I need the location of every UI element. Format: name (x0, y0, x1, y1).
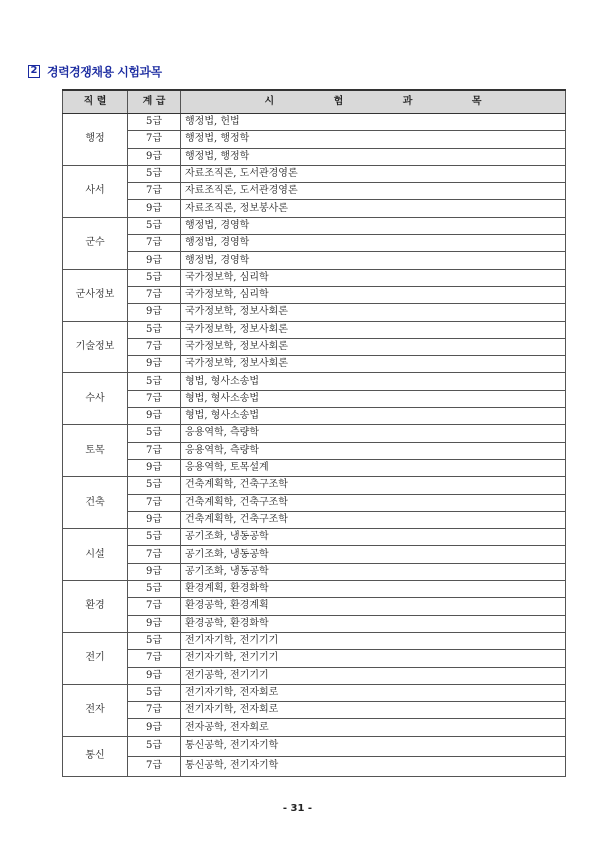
table-row (63, 477, 566, 494)
job-category-cell: 전기 (63, 632, 128, 684)
grade-cell: 7급 (128, 494, 181, 511)
grade-cell: 7급 (128, 183, 181, 200)
job-category-cell: 군사정보 (63, 269, 128, 321)
table-row (63, 563, 566, 580)
table-row (63, 494, 566, 511)
table-row (63, 148, 566, 165)
job-category-cell: 기술정보 (63, 321, 128, 373)
table-row (63, 632, 566, 649)
table-row (63, 546, 566, 563)
job-category-cell: 사서 (63, 165, 128, 217)
grade-cell: 9급 (128, 200, 181, 217)
grade-cell: 7급 (128, 598, 181, 615)
table-row (63, 131, 566, 148)
table-row (63, 408, 566, 425)
table-row (63, 373, 566, 390)
subjects-cell: 국가정보학, 심리학 (181, 286, 566, 303)
subjects-cell: 통신공학, 전기자기학 (181, 756, 566, 776)
grade-cell: 5급 (128, 684, 181, 701)
header-subjects-label: 시 험 과 목 (264, 96, 510, 107)
table-row (63, 702, 566, 719)
subjects-cell: 건축계획학, 건축구조학 (181, 477, 566, 494)
grade-cell: 9급 (128, 615, 181, 632)
grade-cell: 7급 (128, 546, 181, 563)
table-row (63, 719, 566, 736)
grade-cell: 7급 (128, 756, 181, 776)
header-job: 직 렬 (63, 90, 128, 114)
subjects-cell: 자료조직론, 정보봉사론 (181, 200, 566, 217)
subjects-cell: 국가정보학, 정보사회론 (181, 356, 566, 373)
subjects-cell: 통신공학, 전기자기학 (181, 736, 566, 756)
subjects-cell: 국가정보학, 심리학 (181, 269, 566, 286)
table-row (63, 217, 566, 234)
grade-cell: 5급 (128, 373, 181, 390)
grade-cell: 5급 (128, 114, 181, 131)
grade-cell: 5급 (128, 269, 181, 286)
grade-cell: 5급 (128, 632, 181, 649)
table-row (63, 615, 566, 632)
table-row (63, 442, 566, 459)
table-row (63, 304, 566, 321)
table-row (63, 390, 566, 407)
table-body (63, 114, 566, 777)
job-category-cell: 건축 (63, 477, 128, 529)
subjects-cell: 응용역학, 측량학 (181, 442, 566, 459)
grade-cell: 7급 (128, 650, 181, 667)
table-row (63, 736, 566, 756)
table-row (63, 581, 566, 598)
grade-cell: 9급 (128, 356, 181, 373)
subjects-cell: 국가정보학, 정보사회론 (181, 321, 566, 338)
table-row (63, 356, 566, 373)
subjects-cell: 형법, 형사소송법 (181, 408, 566, 425)
grade-cell: 7급 (128, 338, 181, 355)
subjects-cell: 국가정보학, 정보사회론 (181, 304, 566, 321)
job-category-cell: 시설 (63, 529, 128, 581)
subjects-cell: 공기조화, 냉동공학 (181, 563, 566, 580)
exam-subjects-table (62, 89, 566, 777)
subjects-cell: 전기자기학, 전기기기 (181, 632, 566, 649)
table-row (63, 165, 566, 182)
subjects-cell: 전기공학, 전기기기 (181, 667, 566, 684)
subjects-cell: 형법, 형사소송법 (181, 390, 566, 407)
job-category-cell: 통신 (63, 736, 128, 776)
subjects-cell: 전기자기학, 전자회로 (181, 702, 566, 719)
table-row (63, 269, 566, 286)
table-row (63, 684, 566, 701)
grade-cell: 9급 (128, 252, 181, 269)
subjects-cell: 전자공학, 전자회로 (181, 719, 566, 736)
subjects-cell: 건축계획학, 건축구조학 (181, 511, 566, 528)
subjects-cell: 환경공학, 환경계획 (181, 598, 566, 615)
grade-cell: 9급 (128, 304, 181, 321)
job-category-cell: 토목 (63, 425, 128, 477)
table-row (63, 338, 566, 355)
grade-cell: 9급 (128, 459, 181, 476)
grade-cell: 9급 (128, 148, 181, 165)
subjects-cell: 건축계획학, 건축구조학 (181, 494, 566, 511)
subjects-cell: 행정법, 행정학 (181, 148, 566, 165)
subjects-cell: 환경공학, 환경화학 (181, 615, 566, 632)
header-subjects (181, 90, 566, 114)
grade-cell: 9급 (128, 511, 181, 528)
table-row (63, 459, 566, 476)
grade-cell: 5급 (128, 425, 181, 442)
grade-cell: 7급 (128, 286, 181, 303)
page-number: - 31 - (282, 803, 313, 814)
table-row (63, 183, 566, 200)
grade-cell: 5급 (128, 581, 181, 598)
table-row (63, 114, 566, 131)
grade-cell: 7급 (128, 442, 181, 459)
table-header-row (63, 90, 566, 114)
header-grade: 계 급 (128, 90, 181, 114)
grade-cell: 9급 (128, 408, 181, 425)
table-row (63, 200, 566, 217)
table-row (63, 425, 566, 442)
subjects-cell: 전기자기학, 전기기기 (181, 650, 566, 667)
subjects-cell: 행정법, 경영학 (181, 217, 566, 234)
grade-cell: 5급 (128, 736, 181, 756)
section-title: 경력경쟁채용 시험과목 (47, 64, 162, 79)
subjects-cell: 행정법, 경영학 (181, 252, 566, 269)
subjects-cell: 행정법, 행정학 (181, 131, 566, 148)
subjects-cell: 공기조화, 냉동공학 (181, 546, 566, 563)
table-row (63, 235, 566, 252)
subjects-cell: 공기조화, 냉동공학 (181, 529, 566, 546)
grade-cell: 5급 (128, 165, 181, 182)
job-category-cell: 행정 (63, 114, 128, 166)
job-category-cell: 군수 (63, 217, 128, 269)
grade-cell: 9급 (128, 719, 181, 736)
table-row (63, 321, 566, 338)
table-row (63, 252, 566, 269)
subjects-cell: 전기자기학, 전자회로 (181, 684, 566, 701)
table-row (63, 529, 566, 546)
table-row (63, 286, 566, 303)
grade-cell: 5급 (128, 321, 181, 338)
grade-cell: 5급 (128, 217, 181, 234)
subjects-cell: 자료조직론, 도서관경영론 (181, 183, 566, 200)
subjects-cell: 형법, 형사소송법 (181, 373, 566, 390)
job-category-cell: 환경 (63, 581, 128, 633)
section-heading (28, 63, 162, 79)
subjects-cell: 응용역학, 토목설계 (181, 459, 566, 476)
subjects-cell: 환경계획, 환경화학 (181, 581, 566, 598)
table-row (63, 511, 566, 528)
job-category-cell: 전자 (63, 684, 128, 736)
grade-cell: 9급 (128, 563, 181, 580)
grade-cell: 9급 (128, 667, 181, 684)
subjects-cell: 행정법, 경영학 (181, 235, 566, 252)
table-row (63, 650, 566, 667)
subjects-cell: 행정법, 헌법 (181, 114, 566, 131)
job-category-cell: 수사 (63, 373, 128, 425)
subjects-cell: 자료조직론, 도서관경영론 (181, 165, 566, 182)
grade-cell: 7급 (128, 235, 181, 252)
grade-cell: 7급 (128, 702, 181, 719)
grade-cell: 7급 (128, 390, 181, 407)
table-row (63, 667, 566, 684)
table-row (63, 598, 566, 615)
grade-cell: 7급 (128, 131, 181, 148)
subjects-cell: 국가정보학, 정보사회론 (181, 338, 566, 355)
subjects-cell: 응용역학, 측량학 (181, 425, 566, 442)
section-number-box: 2 (28, 65, 40, 78)
table-row (63, 756, 566, 776)
grade-cell: 5급 (128, 529, 181, 546)
grade-cell: 5급 (128, 477, 181, 494)
